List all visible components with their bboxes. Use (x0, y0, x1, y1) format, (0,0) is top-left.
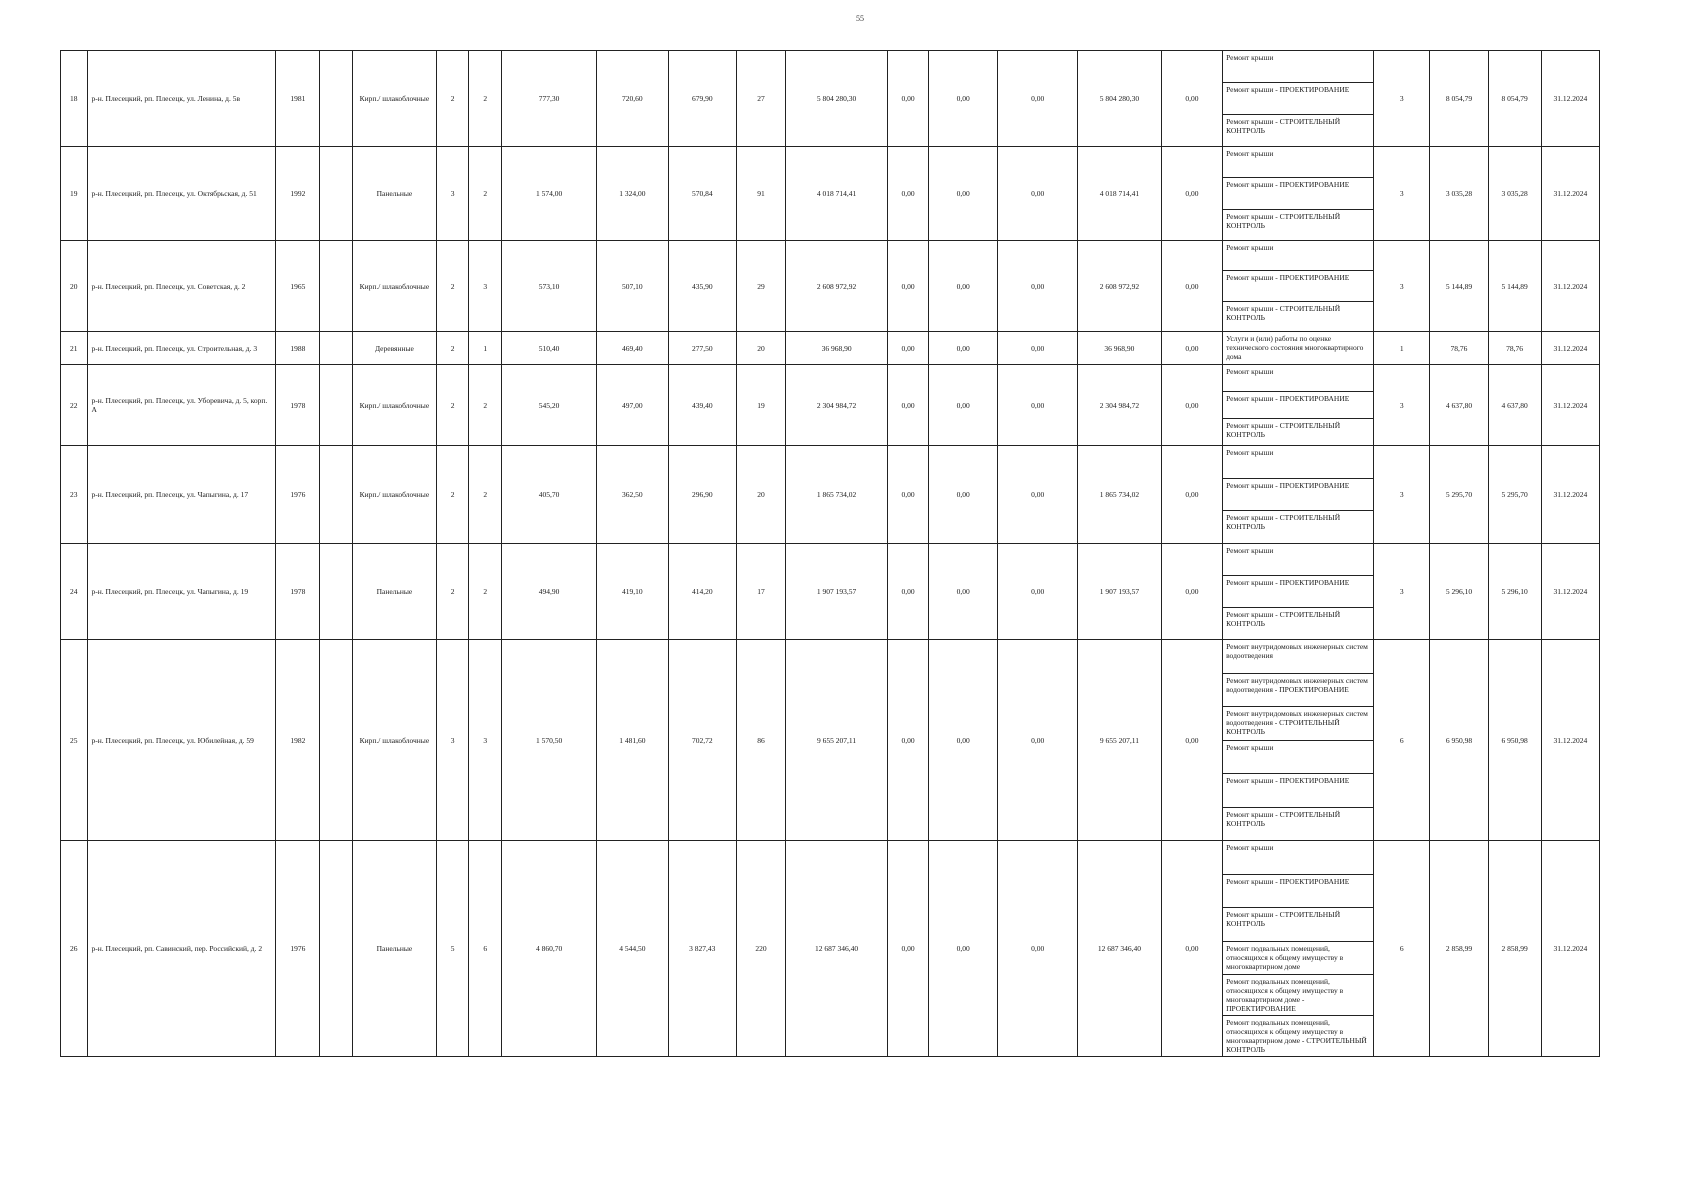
works-list-cell (1223, 51, 1374, 147)
entrances-cell: 2 (469, 365, 502, 446)
living-area-cell: 362,50 (597, 446, 668, 544)
work-item: Ремонт крыши - ПРОЕКТИРОВАНИЕ (1223, 392, 1373, 419)
living-area-cell: 4 544,50 (597, 841, 668, 1057)
fund-4-cell: 12 687 346,40 (1078, 841, 1162, 1057)
total-area-cell: 4 860,70 (502, 841, 597, 1057)
fund-1-cell: 0,00 (888, 147, 929, 241)
fund-5-cell: 0,00 (1161, 446, 1222, 544)
residents-cell: 220 (737, 841, 786, 1057)
works-count-cell: 6 (1374, 841, 1430, 1057)
address-cell: р-н. Плесецкий, рп. Плесецк, ул. Советская, д. 2 (87, 241, 276, 332)
fund-4-cell: 2 304 984,72 (1078, 365, 1162, 446)
works-list-cell (1223, 446, 1374, 544)
entrances-cell: 2 (469, 544, 502, 640)
completion-date-cell: 31.12.2024 (1541, 365, 1599, 446)
fund-5-cell: 0,00 (1161, 147, 1222, 241)
work-item: Ремонт крыши - СТРОИТЕЛЬНЫЙ КОНТРОЛЬ (1226, 513, 1341, 532)
fund-3-cell: 0,00 (998, 640, 1078, 841)
fund-2-cell: 0,00 (928, 544, 997, 640)
works-count-cell: 3 (1374, 544, 1430, 640)
total-area-cell: 405,70 (502, 446, 597, 544)
work-item: Ремонт крыши (1223, 544, 1373, 576)
work-item: Ремонт крыши - ПРОЕКТИРОВАНИЕ (1223, 178, 1373, 209)
table-row (61, 841, 1600, 1057)
work-item: Ремонт подвальных помещений, относящихся к общему имуществу в многоквартирном доме - СТРОИТЕЛЬНЫЙ КОНТРОЛЬ (1226, 1018, 1367, 1054)
wall-material-cell: Деревянные (353, 332, 437, 365)
completion-date-cell: 31.12.2024 (1541, 332, 1599, 365)
address-cell: р-н. Плесецкий, рп. Плесецк, ул. Строительная, д. 3 (87, 332, 276, 365)
wall-material-cell: Кирп./ шлакоблочные (353, 51, 437, 147)
unit-cost-cell: 5 296,10 (1430, 544, 1488, 640)
table-row (61, 544, 1600, 640)
unit-cost-cell: 8 054,79 (1430, 51, 1488, 147)
cost-total-cell: 12 687 346,40 (786, 841, 888, 1057)
fund-2-cell: 0,00 (928, 841, 997, 1057)
table-row (61, 147, 1600, 241)
address-cell: р-н. Плесецкий, рп. Плесецк, ул. Юбилейная, д. 59 (87, 640, 276, 841)
address-cell: р-н. Плесецкий, рп. Плесецк, ул. Октябрьская, д. 51 (87, 147, 276, 241)
works-list-cell (1223, 332, 1374, 365)
commission-year-cell: 1988 (276, 332, 320, 365)
limit-cost-cell: 6 950,98 (1488, 640, 1541, 841)
works-count-cell: 3 (1374, 365, 1430, 446)
table-row (61, 241, 1600, 332)
work-item: Ремонт крыши - СТРОИТЕЛЬНЫЙ КОНТРОЛЬ (1226, 211, 1341, 230)
wall-material-cell: Кирп./ шлакоблочные (353, 446, 437, 544)
table-row (61, 365, 1600, 446)
fund-4-cell: 5 804 280,30 (1078, 51, 1162, 147)
entrances-cell: 3 (469, 241, 502, 332)
completion-date-cell: 31.12.2024 (1541, 841, 1599, 1057)
address-cell: р-н. Плесецкий, рп. Плесецк, ул. Уборевича, д. 5, корп. А (87, 365, 276, 446)
completion-date-cell: 31.12.2024 (1541, 147, 1599, 241)
extra-col-cell (320, 841, 353, 1057)
residents-cell: 91 (737, 147, 786, 241)
total-area-cell: 777,30 (502, 51, 597, 147)
living-area-cell: 497,00 (597, 365, 668, 446)
cost-total-cell: 2 608 972,92 (786, 241, 888, 332)
entrances-cell: 2 (469, 51, 502, 147)
fund-2-cell: 0,00 (928, 332, 997, 365)
living-area-cell: 720,60 (597, 51, 668, 147)
residents-cell: 27 (737, 51, 786, 147)
work-item: Ремонт внутридомовых инженерных систем водоотведения - ПРОЕКТИРОВАНИЕ (1223, 674, 1373, 708)
floors-cell: 3 (436, 147, 469, 241)
fund-4-cell: 1 865 734,02 (1078, 446, 1162, 544)
fund-2-cell: 0,00 (928, 147, 997, 241)
limit-cost-cell: 4 637,80 (1488, 365, 1541, 446)
entrances-cell: 6 (469, 841, 502, 1057)
entrances-cell: 1 (469, 332, 502, 365)
table-body (61, 51, 1600, 1057)
cost-total-cell: 4 018 714,41 (786, 147, 888, 241)
work-item: Ремонт крыши (1223, 841, 1373, 875)
commission-year-cell: 1976 (276, 841, 320, 1057)
completion-date-cell: 31.12.2024 (1541, 51, 1599, 147)
work-item: Ремонт крыши - ПРОЕКТИРОВАНИЕ (1223, 576, 1373, 608)
address-cell: р-н. Плесецкий, рп. Плесецк, ул. Чапыгина, д. 19 (87, 544, 276, 640)
work-item: Ремонт крыши (1223, 741, 1373, 775)
work-item: Ремонт внутридомовых инженерных систем водоотведения (1223, 640, 1373, 674)
living-area-cell: 419,10 (597, 544, 668, 640)
floors-cell: 2 (436, 365, 469, 446)
table-row (61, 332, 1600, 365)
work-item: Ремонт крыши - ПРОЕКТИРОВАНИЕ (1223, 479, 1373, 512)
works-count-cell: 3 (1374, 147, 1430, 241)
floors-cell: 5 (436, 841, 469, 1057)
works-list-cell (1223, 841, 1374, 1057)
repair-program-table (60, 50, 1600, 1057)
entrances-cell: 3 (469, 640, 502, 841)
fund-5-cell: 0,00 (1161, 640, 1222, 841)
commission-year-cell: 1981 (276, 51, 320, 147)
entrances-cell: 2 (469, 147, 502, 241)
fund-1-cell: 0,00 (888, 51, 929, 147)
unit-cost-cell: 3 035,28 (1430, 147, 1488, 241)
owned-area-cell: 277,50 (668, 332, 736, 365)
fund-3-cell: 0,00 (998, 332, 1078, 365)
table-row (61, 640, 1600, 841)
extra-col-cell (320, 147, 353, 241)
fund-2-cell: 0,00 (928, 241, 997, 332)
completion-date-cell: 31.12.2024 (1541, 640, 1599, 841)
fund-4-cell: 9 655 207,11 (1078, 640, 1162, 841)
fund-5-cell: 0,00 (1161, 841, 1222, 1057)
work-item: Ремонт крыши - ПРОЕКТИРОВАНИЕ (1223, 875, 1373, 909)
row-number-cell: 23 (61, 446, 88, 544)
owned-area-cell: 296,90 (668, 446, 736, 544)
fund-4-cell: 4 018 714,41 (1078, 147, 1162, 241)
cost-total-cell: 5 804 280,30 (786, 51, 888, 147)
fund-2-cell: 0,00 (928, 640, 997, 841)
works-list-cell (1223, 147, 1374, 241)
row-number-cell: 19 (61, 147, 88, 241)
work-item: Ремонт крыши (1223, 147, 1373, 178)
fund-3-cell: 0,00 (998, 51, 1078, 147)
owned-area-cell: 3 827,43 (668, 841, 736, 1057)
floors-cell: 2 (436, 51, 469, 147)
fund-2-cell: 0,00 (928, 51, 997, 147)
wall-material-cell: Кирп./ шлакоблочные (353, 365, 437, 446)
limit-cost-cell: 8 054,79 (1488, 51, 1541, 147)
unit-cost-cell: 2 858,99 (1430, 841, 1488, 1057)
fund-5-cell: 0,00 (1161, 365, 1222, 446)
fund-5-cell: 0,00 (1161, 51, 1222, 147)
fund-4-cell: 2 608 972,92 (1078, 241, 1162, 332)
works-list-cell (1223, 640, 1374, 841)
residents-cell: 29 (737, 241, 786, 332)
row-number-cell: 26 (61, 841, 88, 1057)
work-item: Ремонт крыши (1223, 51, 1373, 83)
work-item: Ремонт крыши (1223, 365, 1373, 392)
works-count-cell: 3 (1374, 51, 1430, 147)
extra-col-cell (320, 241, 353, 332)
owned-area-cell: 439,40 (668, 365, 736, 446)
unit-cost-cell: 5 295,70 (1430, 446, 1488, 544)
cost-total-cell: 2 304 984,72 (786, 365, 888, 446)
limit-cost-cell: 5 296,10 (1488, 544, 1541, 640)
work-item: Ремонт крыши - СТРОИТЕЛЬНЫЙ КОНТРОЛЬ (1226, 117, 1341, 135)
unit-cost-cell: 78,76 (1430, 332, 1488, 365)
living-area-cell: 1 481,60 (597, 640, 668, 841)
unit-cost-cell: 4 637,80 (1430, 365, 1488, 446)
limit-cost-cell: 78,76 (1488, 332, 1541, 365)
unit-cost-cell: 6 950,98 (1430, 640, 1488, 841)
fund-1-cell: 0,00 (888, 332, 929, 365)
completion-date-cell: 31.12.2024 (1541, 446, 1599, 544)
fund-1-cell: 0,00 (888, 841, 929, 1057)
extra-col-cell (320, 51, 353, 147)
extra-col-cell (320, 544, 353, 640)
wall-material-cell: Панельные (353, 147, 437, 241)
commission-year-cell: 1992 (276, 147, 320, 241)
residents-cell: 17 (737, 544, 786, 640)
floors-cell: 2 (436, 332, 469, 365)
works-count-cell: 3 (1374, 446, 1430, 544)
living-area-cell: 1 324,00 (597, 147, 668, 241)
work-item: Ремонт крыши (1223, 241, 1373, 271)
limit-cost-cell: 5 144,89 (1488, 241, 1541, 332)
living-area-cell: 469,40 (597, 332, 668, 365)
total-area-cell: 545,20 (502, 365, 597, 446)
work-item: Ремонт крыши - СТРОИТЕЛЬНЫЙ КОНТРОЛЬ (1226, 809, 1341, 828)
row-number-cell: 24 (61, 544, 88, 640)
table-row (61, 51, 1600, 147)
commission-year-cell: 1976 (276, 446, 320, 544)
address-cell: р-н. Плесецкий, рп. Плесецк, ул. Чапыгина, д. 17 (87, 446, 276, 544)
commission-year-cell: 1978 (276, 544, 320, 640)
fund-5-cell: 0,00 (1161, 332, 1222, 365)
residents-cell: 86 (737, 640, 786, 841)
total-area-cell: 494,90 (502, 544, 597, 640)
address-cell: р-н. Плесецкий, рп. Плесецк, ул. Ленина, д. 5в (87, 51, 276, 147)
cost-total-cell: 1 907 193,57 (786, 544, 888, 640)
commission-year-cell: 1978 (276, 365, 320, 446)
works-list-cell (1223, 365, 1374, 446)
total-area-cell: 1 570,50 (502, 640, 597, 841)
work-item: Ремонт крыши - ПРОЕКТИРОВАНИЕ (1223, 774, 1373, 808)
limit-cost-cell: 5 295,70 (1488, 446, 1541, 544)
fund-3-cell: 0,00 (998, 841, 1078, 1057)
residents-cell: 20 (737, 332, 786, 365)
extra-col-cell (320, 365, 353, 446)
row-number-cell: 20 (61, 241, 88, 332)
limit-cost-cell: 3 035,28 (1488, 147, 1541, 241)
work-item: Ремонт крыши - СТРОИТЕЛЬНЫЙ КОНТРОЛЬ (1226, 421, 1341, 439)
row-number-cell: 21 (61, 332, 88, 365)
work-item: Ремонт крыши - СТРОИТЕЛЬНЫЙ КОНТРОЛЬ (1226, 610, 1341, 628)
entrances-cell: 2 (469, 446, 502, 544)
limit-cost-cell: 2 858,99 (1488, 841, 1541, 1057)
total-area-cell: 573,10 (502, 241, 597, 332)
owned-area-cell: 414,20 (668, 544, 736, 640)
fund-5-cell: 0,00 (1161, 544, 1222, 640)
fund-5-cell: 0,00 (1161, 241, 1222, 332)
work-item: Ремонт крыши - ПРОЕКТИРОВАНИЕ (1223, 271, 1373, 301)
work-item: Ремонт подвальных помещений, относящихся к общему имуществу в многоквартирном доме (1223, 942, 1373, 976)
fund-3-cell: 0,00 (998, 365, 1078, 446)
fund-4-cell: 36 968,90 (1078, 332, 1162, 365)
work-item: Ремонт подвальных помещений, относящихся к общему имуществу в многоквартирном доме - ПРОЕКТИРОВАНИЕ (1223, 975, 1373, 1016)
fund-3-cell: 0,00 (998, 446, 1078, 544)
fund-1-cell: 0,00 (888, 640, 929, 841)
wall-material-cell: Кирп./ шлакоблочные (353, 241, 437, 332)
work-item: Ремонт крыши - ПРОЕКТИРОВАНИЕ (1223, 83, 1373, 115)
completion-date-cell: 31.12.2024 (1541, 241, 1599, 332)
cost-total-cell: 9 655 207,11 (786, 640, 888, 841)
total-area-cell: 1 574,00 (502, 147, 597, 241)
fund-3-cell: 0,00 (998, 544, 1078, 640)
owned-area-cell: 679,90 (668, 51, 736, 147)
fund-1-cell: 0,00 (888, 365, 929, 446)
unit-cost-cell: 5 144,89 (1430, 241, 1488, 332)
fund-2-cell: 0,00 (928, 365, 997, 446)
works-list-cell (1223, 241, 1374, 332)
work-item: Ремонт внутридомовых инженерных систем водоотведения - СТРОИТЕЛЬНЫЙ КОНТРОЛЬ (1223, 707, 1373, 741)
fund-1-cell: 0,00 (888, 241, 929, 332)
commission-year-cell: 1982 (276, 640, 320, 841)
extra-col-cell (320, 446, 353, 544)
residents-cell: 20 (737, 446, 786, 544)
address-cell: р-н. Плесецкий, рп. Савинский, пер. Российский, д. 2 (87, 841, 276, 1057)
extra-col-cell (320, 332, 353, 365)
wall-material-cell: Панельные (353, 544, 437, 640)
residents-cell: 19 (737, 365, 786, 446)
floors-cell: 2 (436, 544, 469, 640)
owned-area-cell: 702,72 (668, 640, 736, 841)
fund-1-cell: 0,00 (888, 544, 929, 640)
works-list-cell (1223, 544, 1374, 640)
cost-total-cell: 36 968,90 (786, 332, 888, 365)
floors-cell: 2 (436, 241, 469, 332)
fund-4-cell: 1 907 193,57 (1078, 544, 1162, 640)
completion-date-cell: 31.12.2024 (1541, 544, 1599, 640)
fund-3-cell: 0,00 (998, 241, 1078, 332)
living-area-cell: 507,10 (597, 241, 668, 332)
wall-material-cell: Кирп./ шлакоблочные (353, 640, 437, 841)
work-item: Ремонт крыши - СТРОИТЕЛЬНЫЙ КОНТРОЛЬ (1223, 908, 1373, 942)
extra-col-cell (320, 640, 353, 841)
total-area-cell: 510,40 (502, 332, 597, 365)
owned-area-cell: 435,90 (668, 241, 736, 332)
table-row (61, 446, 1600, 544)
cost-total-cell: 1 865 734,02 (786, 446, 888, 544)
row-number-cell: 25 (61, 640, 88, 841)
works-count-cell: 3 (1374, 241, 1430, 332)
row-number-cell: 22 (61, 365, 88, 446)
fund-3-cell: 0,00 (998, 147, 1078, 241)
owned-area-cell: 570,84 (668, 147, 736, 241)
commission-year-cell: 1965 (276, 241, 320, 332)
wall-material-cell: Панельные (353, 841, 437, 1057)
fund-1-cell: 0,00 (888, 446, 929, 544)
work-item: Ремонт крыши (1223, 446, 1373, 479)
work-item: Ремонт крыши - СТРОИТЕЛЬНЫЙ КОНТРОЛЬ (1226, 303, 1341, 322)
work-item: Услуги и (или) работы по оценке технического состояния многоквартирного дома (1226, 334, 1364, 361)
works-count-cell: 6 (1374, 640, 1430, 841)
floors-cell: 3 (436, 640, 469, 841)
works-count-cell: 1 (1374, 332, 1430, 365)
row-number-cell: 18 (61, 51, 88, 147)
floors-cell: 2 (436, 446, 469, 544)
fund-2-cell: 0,00 (928, 446, 997, 544)
page-number: 55 (856, 14, 864, 23)
